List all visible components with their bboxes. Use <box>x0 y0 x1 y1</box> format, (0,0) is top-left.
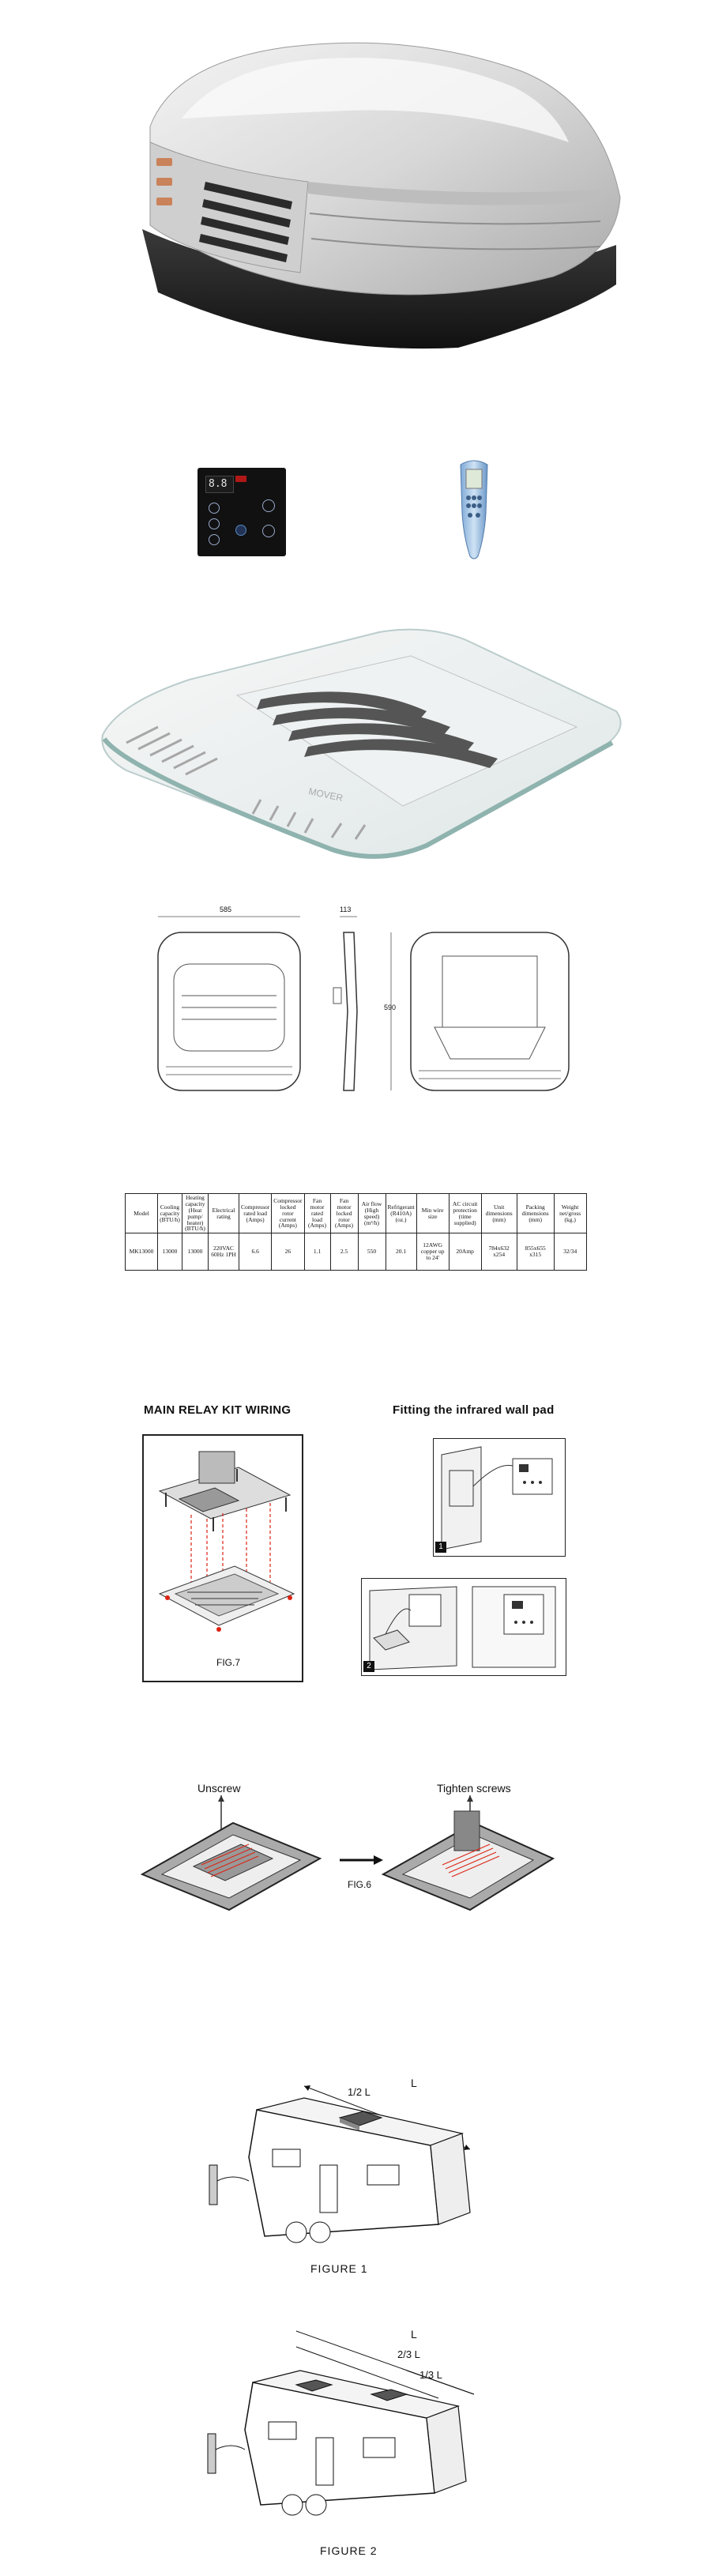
spec-table-container <box>125 1193 587 1271</box>
spec-header-cell: Fan motor locked rotor (Amps) <box>330 1194 358 1233</box>
spec-cell: 1.1 <box>304 1233 330 1271</box>
spec-header-row <box>126 1194 587 1233</box>
spec-header-cell: Electrical rating <box>209 1194 239 1233</box>
dim-height-label: 590 <box>384 1004 397 1011</box>
panel-display-value: 8.8 <box>209 478 228 490</box>
panel-up-icon <box>209 503 220 514</box>
figure2-caption: FIGURE 2 <box>320 2544 378 2557</box>
spec-cell: 12AWG copper up to 24' <box>416 1233 449 1271</box>
spec-cell: 13000 <box>158 1233 182 1271</box>
spec-header-cell: Model <box>126 1194 158 1233</box>
spec-cell: 550 <box>358 1233 386 1271</box>
unscrew-label: Unscrew <box>197 1782 241 1795</box>
panel-mode-icon <box>209 518 220 529</box>
spec-cell: 26 <box>272 1233 304 1271</box>
fig6-unscrew-diagram <box>138 1795 557 1914</box>
wallpad-step2-figure <box>361 1578 566 1676</box>
rooftop-unit-photo <box>126 32 632 363</box>
dim-side-label: 113 <box>340 906 352 913</box>
dimension-drawing <box>150 901 577 1098</box>
panel-timer-icon <box>262 525 275 537</box>
spec-header-cell: Compressor locked rotor current (Amps) <box>272 1194 304 1233</box>
spec-header-cell: AC circuit protection (time supplied) <box>449 1194 481 1233</box>
spec-header-cell: Fan motor rated load (Amps) <box>304 1194 330 1233</box>
wallpad-step1-figure <box>433 1438 566 1557</box>
fig1-half-label: 1/2 L <box>348 2086 371 2098</box>
panel-display <box>205 476 234 493</box>
spec-cell: 784x632 x254 <box>481 1233 517 1271</box>
dim-width-label: 585 <box>220 906 232 913</box>
spec-cell: MK13000 <box>126 1233 158 1271</box>
spec-cell: 20.1 <box>386 1233 416 1271</box>
spec-cell: 220VAC 60Hz 1PH <box>209 1233 239 1271</box>
wallpad-section-title: Fitting the infrared wall pad <box>393 1403 555 1417</box>
spec-cell: 13000 <box>182 1233 209 1271</box>
spec-header-cell: Air flow (High speed) (m³/h) <box>358 1194 386 1233</box>
spec-header-cell: Unit dimensions (mm) <box>481 1194 517 1233</box>
spec-cell: 32/34 <box>554 1233 586 1271</box>
spec-header-cell: Refrigerant (R410A) (oz.) <box>386 1194 416 1233</box>
fig2-two-thirds-label: 2/3 L <box>397 2348 420 2360</box>
tighten-screws-label: Tighten screws <box>437 1782 511 1795</box>
spec-cell: 2.5 <box>330 1233 358 1271</box>
ceiling-assembly-photo <box>95 624 632 861</box>
fig2-full-label: L <box>411 2328 417 2341</box>
spec-cell: 855x655 x315 <box>517 1233 554 1271</box>
ceiling-brand-label: MOVER <box>307 785 344 804</box>
spec-header-cell: Heating capacity (Heat pump/ heater) (BTU/h) <box>182 1194 209 1233</box>
figure1-rv-diagram <box>201 2054 486 2252</box>
spec-header-cell: Cooling capacity (BTU/h) <box>158 1194 182 1233</box>
fig2-third-label: 1/3 L <box>419 2369 442 2381</box>
wall-control-panel <box>197 468 286 556</box>
fig6-caption: FIG.6 <box>348 1879 372 1890</box>
spec-table <box>125 1193 587 1271</box>
spec-cell: 20Amp <box>449 1233 481 1271</box>
fig7-caption: FIG.7 <box>216 1657 241 1668</box>
spec-header-cell: Packing dimensions (mm) <box>517 1194 554 1233</box>
spec-cell: 6.6 <box>239 1233 272 1271</box>
panel-down-icon <box>209 534 220 545</box>
spec-header-cell: Min wire size <box>416 1194 449 1233</box>
panel-indicator <box>235 476 246 482</box>
fig1-full-label: L <box>411 2077 417 2089</box>
infrared-remote-icon <box>454 458 494 561</box>
wallpad-step1-label: 1 <box>435 1542 446 1553</box>
figure2-rv-diagram <box>201 2315 486 2521</box>
figure1-caption: FIGURE 1 <box>310 2262 368 2275</box>
spec-data-row <box>126 1233 587 1271</box>
spec-header-cell: Weight net/gross (kg.) <box>554 1194 586 1233</box>
relay-section-title: MAIN RELAY KIT WIRING <box>144 1403 292 1417</box>
spec-header-cell: Compressor rated load (Amps) <box>239 1194 272 1233</box>
relay-wiring-figure <box>142 1434 303 1682</box>
panel-power-icon <box>262 499 275 512</box>
panel-fan-icon <box>235 525 246 536</box>
wallpad-step2-label: 2 <box>363 1661 374 1672</box>
